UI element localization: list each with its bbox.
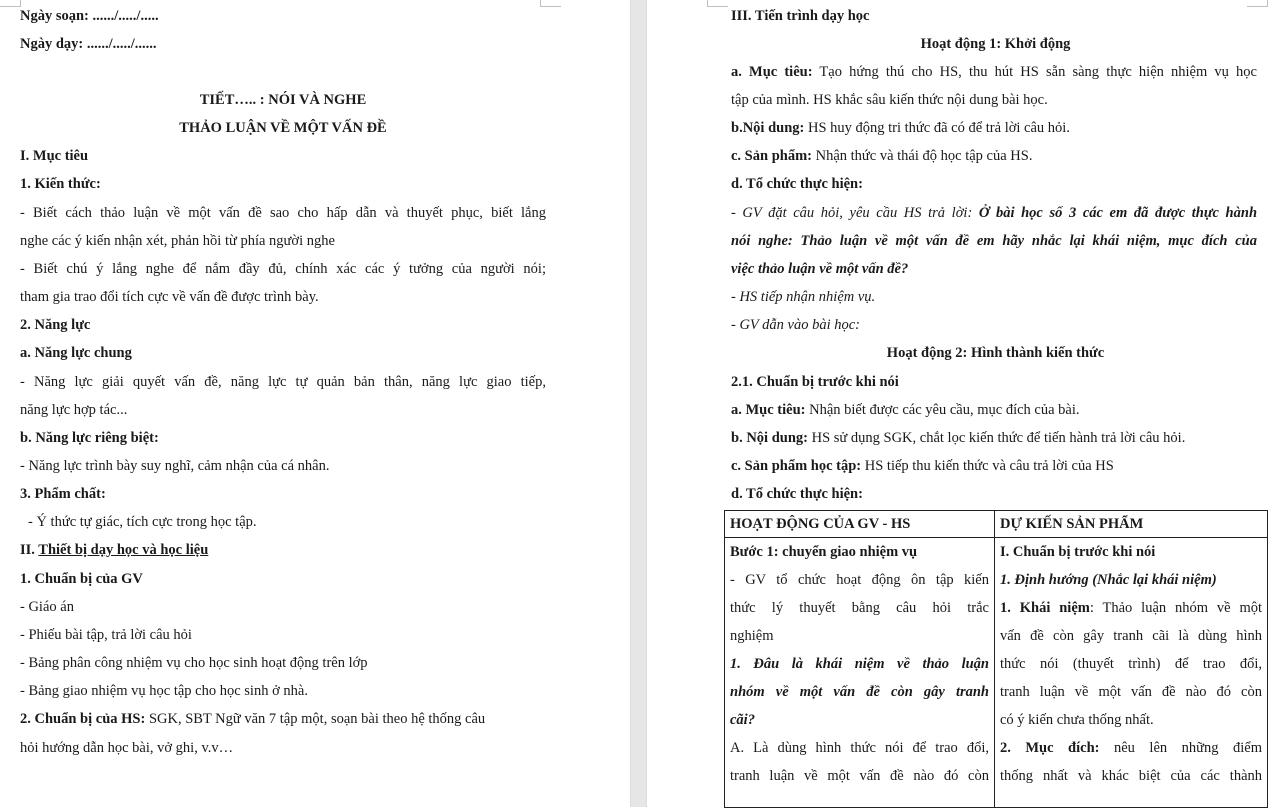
question-prefix: - GV đặt câu hỏi, yêu cầu HS trả lời: [731, 205, 979, 221]
quiz-question: 1. Đâu là khái niệm về thảo luận [730, 656, 989, 672]
teacher-question [731, 204, 1257, 222]
teacher-prep-heading: 1. Chuẩn bị của GV [20, 571, 143, 587]
activity-1-objective [731, 63, 1257, 81]
paragraph-line: nghe các ý kiến nhận xét, phản hồi từ phía người nghe [20, 233, 335, 249]
purpose-label: 2. Mục đích: [1000, 740, 1100, 756]
section-equipment-title: Thiết bị dạy học và học liệu [38, 542, 209, 558]
step-heading: Bước 1: chuyển giao nhiệm vụ [730, 544, 918, 560]
paragraph-line: - Biết cách thảo luận về một vấn đề sao cho hấp dẫn và thuyết phục, biết lắng [20, 205, 546, 221]
paragraph-line: - GV dẫn vào bài học: [731, 317, 860, 333]
table-header-product: DỰ KIẾN SẢN PHẨM [995, 511, 1268, 538]
cell-line: nghiệm [730, 628, 774, 644]
activity-1-product [731, 147, 1032, 165]
content-text: HS sử dụng SGK, chắt lọc kiến thức để tiến hành trả lời câu hỏi. [807, 430, 1186, 446]
qualities-heading: 3. Phẩm chất: [20, 486, 106, 502]
purpose-text: nêu lên những điểm [1099, 740, 1262, 756]
paragraph-line: - Năng lực giải quyết vấn đề, năng lực tự quản bản thân, năng lực giao tiếp, [20, 374, 546, 390]
lesson-plan-table [724, 510, 1268, 808]
content-label: b.Nội dung: [731, 120, 805, 136]
knowledge-heading: 1. Kiến thức: [20, 176, 101, 192]
activity-2-objective [731, 401, 1080, 419]
activity-2-product [731, 457, 1114, 475]
crop-mark [1247, 0, 1268, 7]
quiz-question: nhóm về một vấn đề còn gây tranh [730, 684, 989, 700]
lesson-subtitle: THẢO LUẬN VỀ MỘT VẤN ĐỀ [179, 120, 387, 136]
teacher-prep-item: - Bảng phân công nhiệm vụ cho học sinh hoạt động trên lớp [20, 655, 368, 671]
cell-line: tranh luận về một vấn đề nào đó còn [1000, 684, 1262, 700]
concept-line [1000, 594, 1262, 622]
objective-label: a. Mục tiêu: [731, 64, 813, 80]
concept-text: : Thảo luận nhóm về một [1089, 600, 1263, 616]
paragraph-line: - Biết chú ý lắng nghe để nắm đầy đủ, chính xác các ý tưởng của người nói; [20, 261, 546, 277]
section-number: II. [20, 542, 39, 558]
teacher-prep-item: - Bảng giao nhiệm vụ học tập cho học sinh ở nhà. [20, 683, 308, 699]
crop-mark [0, 0, 21, 7]
page-gap [630, 0, 647, 807]
quiz-option: tranh luận về một vấn đề nào đó còn [730, 768, 989, 784]
cell-line: thức nói (thuyết trình) để trao đổi, [1000, 656, 1262, 672]
student-prep-label: 2. Chuẩn bị của HS: [20, 711, 146, 727]
product-label: c. Sản phẩm: [731, 148, 812, 164]
teacher-prep-item: - Phiếu bài tập, trả lời câu hỏi [20, 627, 192, 643]
competency-heading: 2. Năng lực [20, 317, 91, 333]
purpose-line [1000, 734, 1262, 762]
activity-1-title: Hoạt động 1: Khởi động [920, 36, 1071, 52]
activity-2-organize: d. Tổ chức thực hiện: [731, 486, 863, 502]
paragraph-line: - Năng lực trình bày suy nghĩ, cảm nhận của cá nhân. [20, 458, 330, 474]
table-cell-product [995, 538, 1268, 808]
paragraph-line: - Ý thức tự giác, tích cực trong học tập. [28, 514, 257, 530]
question-text: việc thảo luận về một vấn đề? [731, 261, 909, 277]
cell-line: - GV tổ chức hoạt động ôn tập kiến [730, 572, 989, 588]
student-prep-text: SGK, SBT Ngữ văn 7 tập một, soạn bài theo hệ thống câu [145, 711, 486, 727]
product-text: HS tiếp thu kiến thức và câu trả lời của HS [861, 458, 1114, 474]
table-header-activity: HOẠT ĐỘNG CỦA GV - HS [725, 511, 995, 538]
paragraph-line: tập của mình. HS khắc sâu kiến thức nội dung bài học. [731, 92, 1048, 108]
section-process: III. Tiến trình dạy học [731, 8, 870, 24]
quiz-option: A. Là dùng hình thức nói để trao đổi, [730, 740, 989, 756]
teacher-prep-item: - Giáo án [20, 599, 74, 615]
product-text: Nhận thức và thái độ học tập của HS. [811, 148, 1033, 164]
objective-text: Tạo hứng thú cho HS, thu hút HS sẵn sàng thực hiện nhiệm vụ học [812, 64, 1257, 80]
activity-2-title: Hoạt động 2: Hình thành kiến thức [886, 345, 1105, 361]
crop-mark [540, 0, 561, 7]
cell-line: thức lý thuyết bằng câu hỏi trắc [730, 600, 989, 616]
orientation-heading: 1. Định hướng (Nhắc lại khái niệm) [1000, 572, 1217, 588]
quiz-question: cãi? [730, 712, 755, 728]
paragraph-line: năng lực hợp tác... [20, 402, 128, 418]
paragraph-line: - HS tiếp nhận nhiệm vụ. [731, 289, 876, 305]
concept-label: 1. Khái niệm [1000, 600, 1090, 616]
crop-mark [707, 0, 728, 7]
table-cell-activity [725, 538, 995, 808]
activity-2-content [731, 429, 1185, 447]
section-equipment [20, 541, 208, 559]
general-competency-heading: a. Năng lực chung [20, 345, 132, 361]
objective-text: Nhận biết được các yêu cầu, mục đích của bài. [805, 402, 1080, 418]
activity-1-content [731, 119, 1070, 137]
paragraph-line: hỏi hướng dẫn học bài, vở ghi, v.v… [20, 740, 234, 756]
section-objectives: I. Mục tiêu [20, 148, 89, 164]
activity-2-subheading: 2.1. Chuẩn bị trước khi nói [731, 374, 899, 390]
student-prep [20, 710, 485, 728]
document-page-left [0, 0, 630, 807]
question-text: Ở bài học số 3 các em đã được thực hành [978, 205, 1258, 221]
objective-label: a. Mục tiêu: [731, 402, 806, 418]
cell-line: thống nhất và khác biệt của các thành [1000, 768, 1262, 784]
paragraph-line: tham gia trao đổi tích cực về vấn đề được trình bày. [20, 289, 319, 305]
table-row [725, 538, 1268, 808]
content-label: b. Nội dung: [731, 430, 808, 446]
specific-competency-heading: b. Năng lực riêng biệt: [20, 430, 159, 446]
content-text: HS huy động tri thức đã có để trả lời câu hỏi. [804, 120, 1070, 136]
question-text: nói nghe: Thảo luận về một vấn đề em hãy nhắc lại khái niệm, mục đích của [731, 233, 1257, 249]
teach-date: Ngày dạy: ....../...../...... [20, 36, 157, 52]
prep-date: Ngày soạn: ....../...../..... [20, 8, 159, 24]
activity-1-organize: d. Tổ chức thực hiện: [731, 176, 863, 192]
product-label: c. Sản phẩm học tập: [731, 458, 862, 474]
lesson-title: TIẾT….. : NÓI VÀ NGHE [199, 92, 367, 108]
product-heading: I. Chuẩn bị trước khi nói [1000, 544, 1156, 560]
cell-line: có ý kiến chưa thống nhất. [1000, 712, 1154, 728]
cell-line: vấn đề còn gây tranh cãi là dùng hình [1000, 628, 1262, 644]
table-header-row [725, 511, 1268, 538]
